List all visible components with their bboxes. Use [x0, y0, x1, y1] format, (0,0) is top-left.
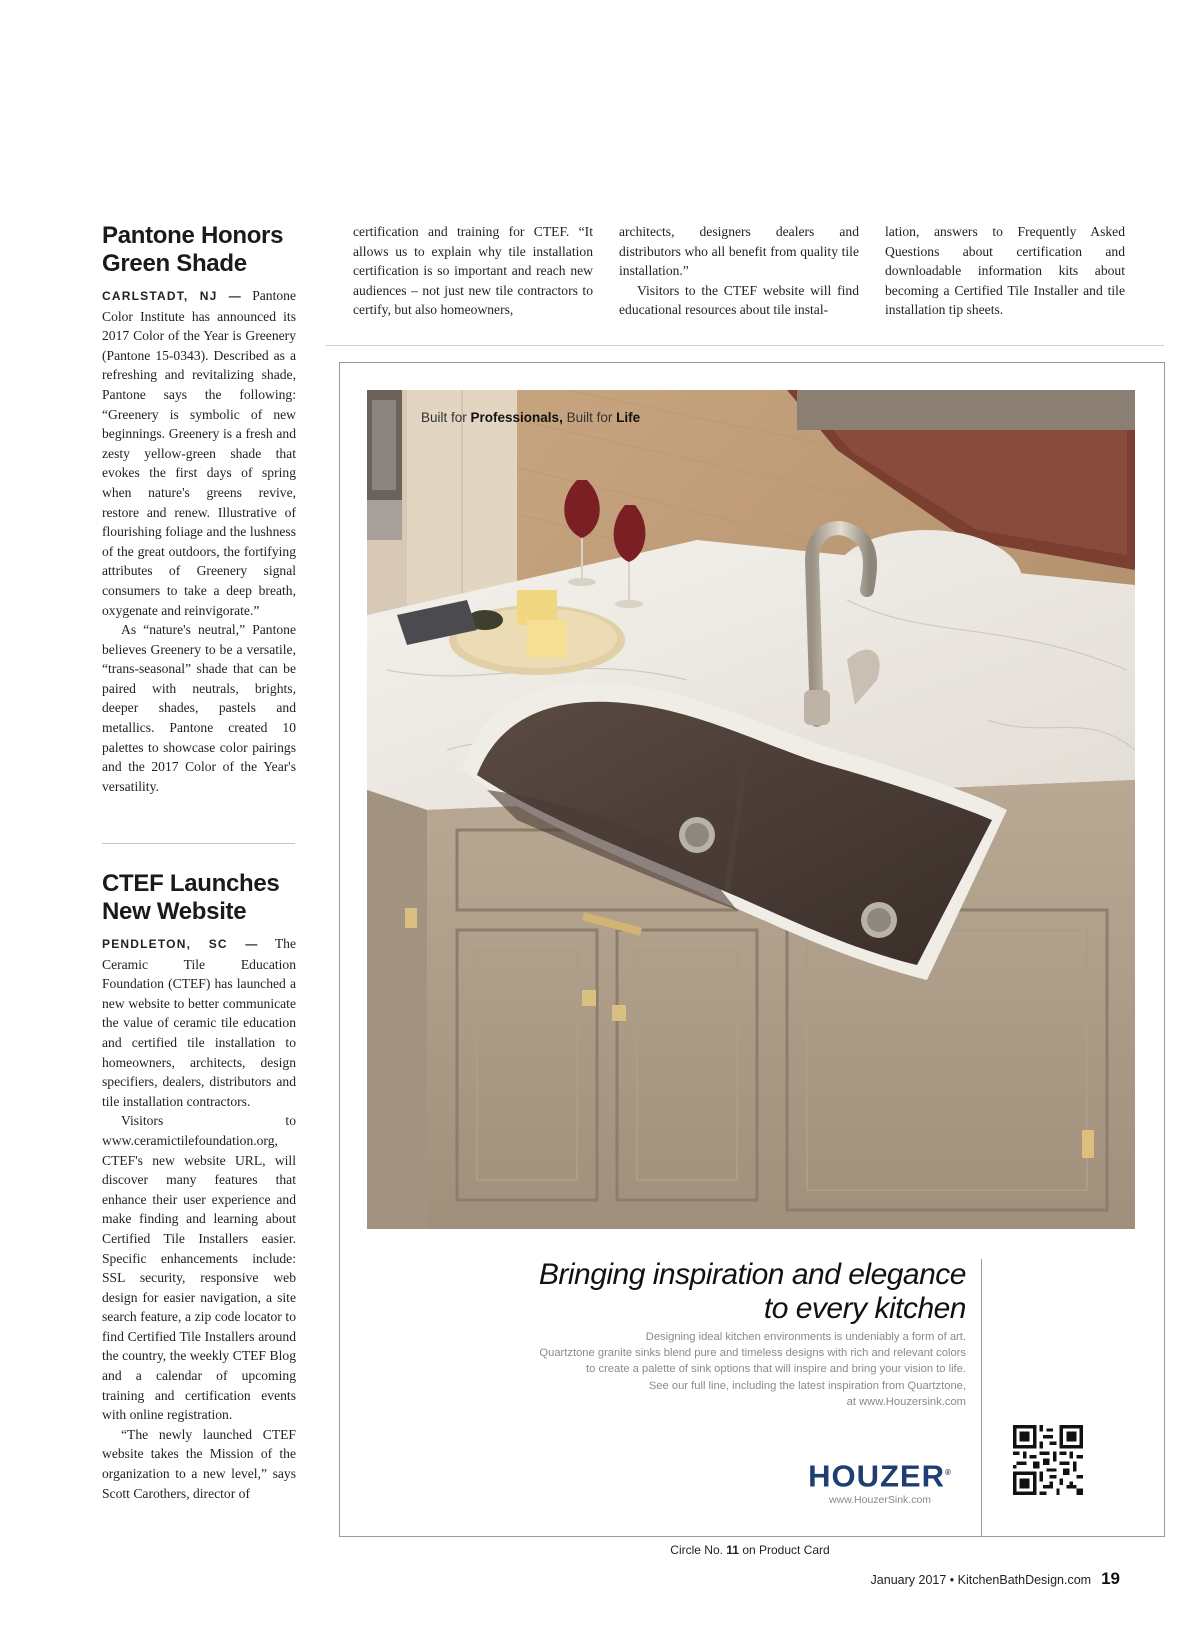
story-headline: CTEF Launches New Website	[102, 870, 280, 925]
brand-wordmark	[790, 1457, 970, 1492]
houzer-logo	[790, 1457, 970, 1506]
ad-copy-line: See our full line, including the latest inspiration from Quartztone,	[648, 1379, 966, 1392]
story-headline: Pantone Honors Green Shade	[102, 222, 284, 277]
circle-number: 11	[726, 1543, 739, 1557]
sidebar-story-pantone	[102, 222, 296, 796]
tagline-text: Built for	[421, 410, 471, 425]
tagline-bold: Professionals,	[470, 410, 563, 425]
ad-headline	[460, 1258, 966, 1326]
paragraph-text: The Ceramic Tile Education Foundation (CTEF) has launched a new website to better communicate the value of ceramic tile education and certified tile installation to homeowners, architects, design specifiers, dealers, distributors and tile installation contractors.	[102, 936, 296, 1109]
story-paragraph: Visitors to www.ceramictilefoundation.org, CTEF's new website URL, will discover many features that enhance their user experience and make finding and learning about Certified Tile Installers easier. Specific enhancements include: SSL security, responsive web design for easier navigation, a site search feature, a zip code locator to find Certified Tile Installers around the country, the weekly CTEF Blog and a calendar of upcoming training and certification events with online registration.	[102, 1113, 296, 1423]
tagline-bold: Life	[616, 410, 641, 425]
ad-headline-line: to every kitchen	[763, 1292, 966, 1325]
continued-column-2	[619, 222, 859, 320]
column-paragraph: lation, answers to Frequently Asked Questions about certification and downloadable information kits about becoming a Certified Tile Installer and tile installation tip sheets.	[885, 224, 1125, 318]
column-bottom-rule	[326, 345, 1164, 346]
story-paragraph: As “nature's neutral,” Pantone believes Greenery to be a versatile, “trans-seasonal” shade that can be paired with neutrals, brights, deeper shades, pastels and metallics. Pantone created 10 palettes to showcase color pairings and the 2017 Color of the Year's versatility.	[102, 622, 296, 794]
ad-copy-line: to create a palette of sink options that will inspire and bring your vision to life.	[586, 1363, 966, 1376]
story-body	[102, 286, 296, 796]
sidebar-story-ctef	[102, 870, 296, 1503]
paragraph-text: Pantone Color Institute has announced its 2017 Color of the Year is Greenery (Pantone 15-0343). Described as a refreshing and revitalizing shade, Pantone says the following: “Greenery is symbolic of new beginnings. Greenery is a fresh and zesty yellow-green shade that evokes the first days of spring when nature's greens revive, restore and renew. Illustrative of flourishing foliage and the lushness of the great outdoors, the fortifying attributes of Greenery signal consumers to take a deep breath, oxygenate and reinvigorate.”	[102, 288, 296, 618]
column-paragraph: architects, designers dealers and distributors who all benefit from quality tile installation.”	[619, 224, 859, 279]
ad-body-copy	[470, 1329, 966, 1410]
tagline-text: Built for	[562, 410, 617, 425]
continued-column-1	[353, 222, 593, 320]
brand-name: HOUZER	[808, 1458, 945, 1494]
note-text: Circle No.	[670, 1543, 727, 1557]
ad-copy-line: Quartztone granite sinks blend pure and timeless designs with rich and relevant colors	[539, 1347, 966, 1360]
dateline: CARLSTADT, NJ —	[102, 289, 243, 303]
section-divider	[102, 843, 295, 844]
kitchen-sink-photo	[367, 390, 1135, 1229]
brand-url: www.HouzerSink.com	[828, 1494, 932, 1507]
page-footer	[780, 1569, 1120, 1589]
story-paragraph	[102, 934, 296, 1111]
story-paragraph	[102, 286, 296, 620]
qr-code	[1013, 1425, 1083, 1495]
column-paragraph: Visitors to the CTEF website will find educational resources about tile instal-	[619, 282, 859, 318]
site-url: KitchenBathDesign.com	[957, 1573, 1092, 1587]
dateline: PENDLETON, SC —	[102, 937, 259, 951]
ad-divider	[981, 1259, 982, 1537]
registered-mark: ®	[944, 1468, 952, 1477]
footer-separator: •	[949, 1573, 955, 1587]
story-body	[102, 934, 296, 1503]
ad-tagline	[421, 410, 640, 425]
ad-headline-line: Bringing inspiration and elegance	[538, 1258, 966, 1291]
page-number: 19	[1101, 1569, 1120, 1588]
circle-number-note	[560, 1543, 940, 1557]
story-paragraph: “The newly launched CTEF website takes the Mission of the organization to a new level,” says Scott Carothers, director of	[102, 1426, 296, 1501]
ad-copy-line: Designing ideal kitchen environments is undeniably a form of art.	[645, 1331, 966, 1343]
issue-date: January 2017	[870, 1573, 947, 1587]
continued-column-3	[885, 222, 1125, 320]
note-text: on Product Card	[738, 1543, 830, 1557]
column-paragraph: certification and training for CTEF. “It allows us to explain why tile installation certification is so important and reach new audiences – not just new tile contractors to certify, but also homeowners,	[353, 224, 593, 318]
ad-copy-line: at www.Houzersink.com	[846, 1395, 966, 1408]
